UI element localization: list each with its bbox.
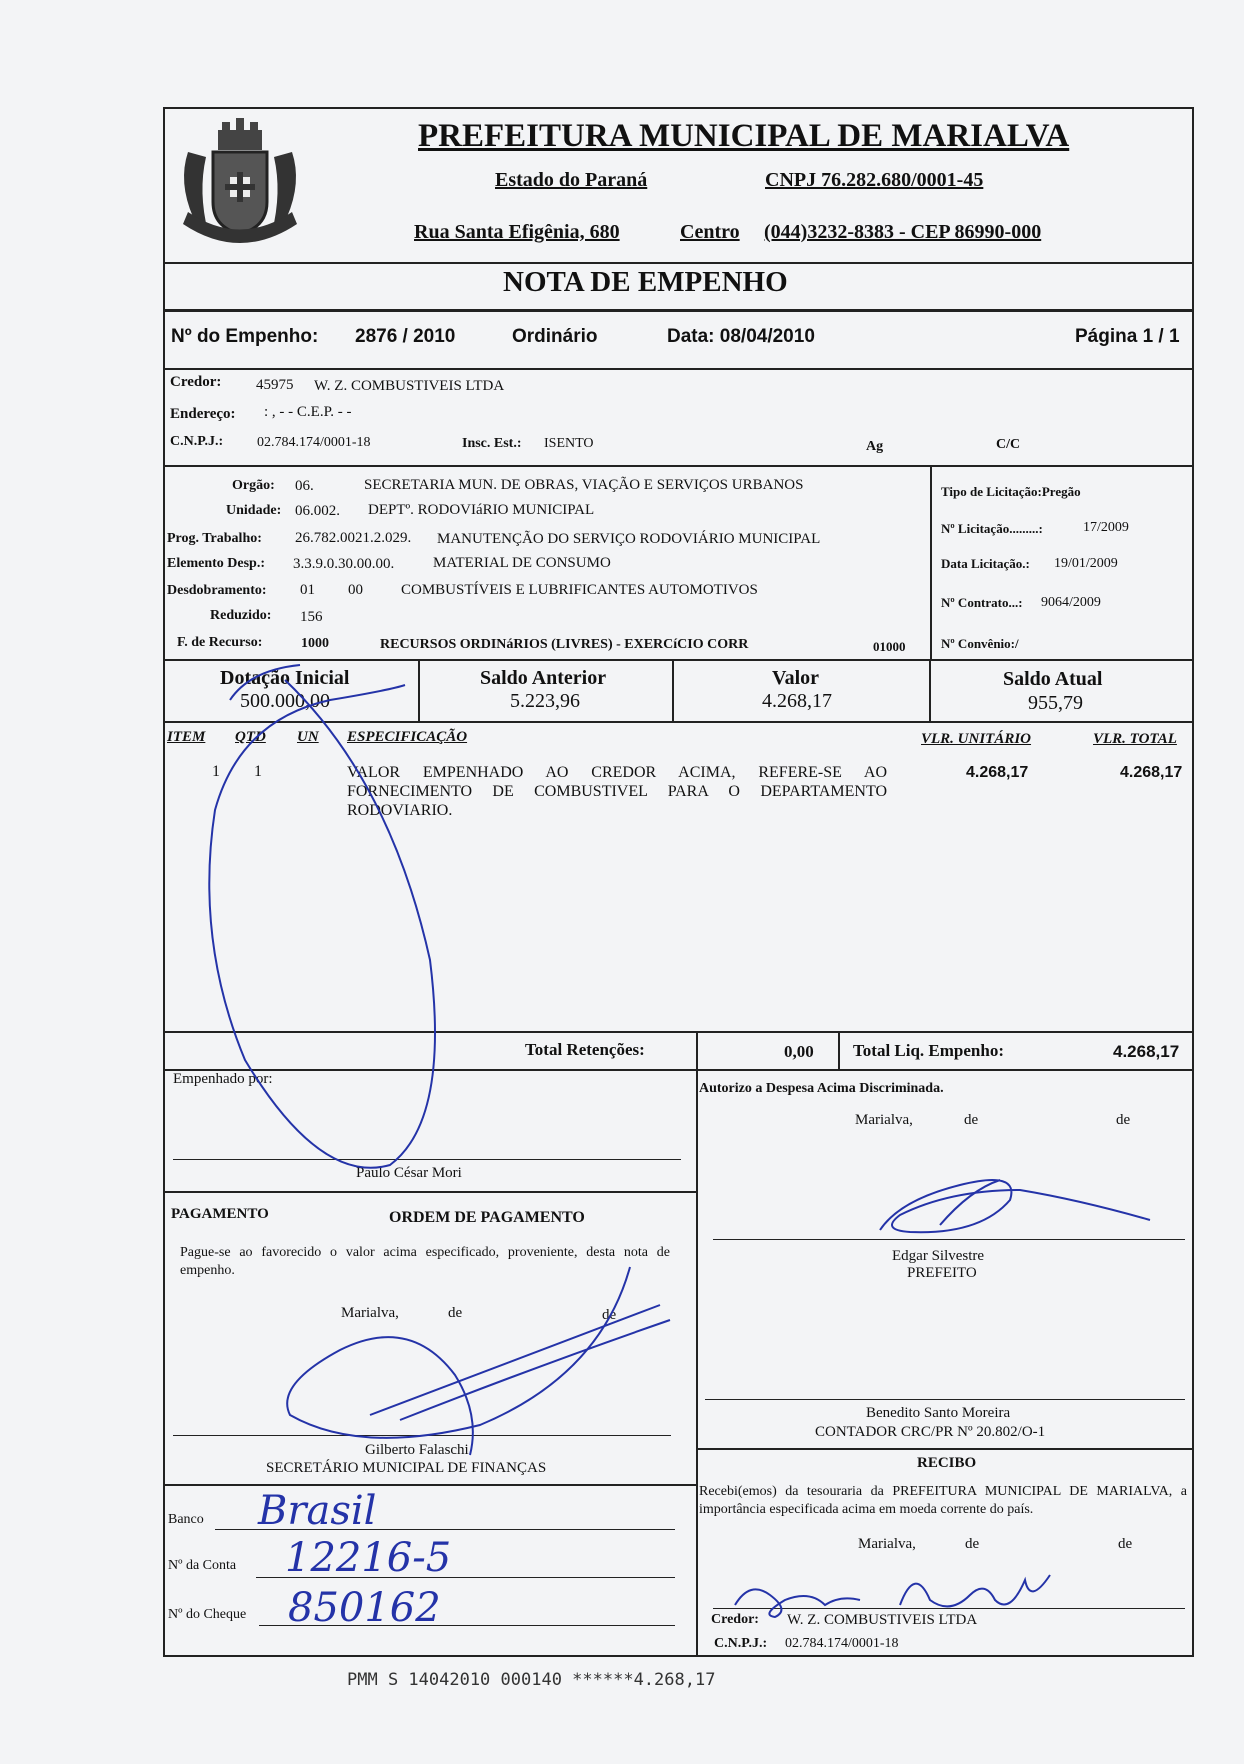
item-number: 1 [212,763,220,780]
unidade-code: 06.002. [295,503,340,519]
empenho-type: Ordinário [512,326,598,347]
contador-name: Benedito Santo Moreira [866,1405,1011,1421]
secretario-name: Gilberto Falaschi [365,1442,469,1458]
recibo-credor-value: W. Z. COMBUSTIVEIS LTDA [787,1612,978,1628]
licitacao-date-label: Data Licitação.: [941,556,1030,571]
licitacao-number-label: Nº Licitação.........: [941,521,1043,536]
orgao-code: 06. [295,478,314,494]
estado: Estado do Paraná [495,169,648,191]
prefeitura-title: PREFEITURA MUNICIPAL DE MARIALVA [418,118,1070,154]
credor-code: 45975 [256,377,294,393]
credor-name: W. Z. COMBUSTIVEIS LTDA [314,378,505,394]
conta-label: Nº da Conta [168,1558,237,1573]
total-retencoes-value: 0,00 [784,1042,814,1061]
prog-code: 26.782.0021.2.029. [295,530,412,546]
col-un: UN [297,729,319,745]
empenhado-name: Paulo César Mori [356,1165,462,1181]
desd-label: Desdobramento: [167,583,267,598]
elem-label: Elemento Desp.: [167,556,265,571]
saldo-anterior-label: Saldo Anterior [480,667,607,689]
credor-label: Credor: [170,374,222,390]
banco-label: Banco [168,1512,204,1527]
recibo-credor-label: Credor: [711,1612,759,1627]
recurso-code: 1000 [301,636,329,651]
orgao-desc: SECRETARIA MUN. DE OBRAS, VIAÇÃO E SERVIÇOS URBANOS [364,477,804,493]
empenhado-label: Empenhado por: [173,1071,273,1087]
endereco-value: : , - - C.E.P. - - [264,404,352,420]
empenho-number: 2876 / 2010 [355,326,456,347]
document-title: NOTA DE EMPENHO [503,266,788,298]
insc-value: ISENTO [544,436,594,451]
reduzido-value: 156 [300,609,323,625]
centro: Centro [680,221,740,243]
cheque-label: Nº do Cheque [168,1607,247,1622]
page-number: Página 1 / 1 [1075,326,1180,347]
secretario-role: SECRETÁRIO MUNICIPAL DE FINANÇAS [266,1460,547,1476]
desd-code1: 01 [300,582,315,598]
ordem-pagamento: ORDEM DE PAGAMENTO [389,1209,585,1226]
col-vlr-unitario: VLR. UNITÁRIO [921,731,1032,747]
ag-label: Ag [866,439,884,454]
elem-code: 3.3.9.0.30.00.00. [293,556,395,572]
desd-code2: 00 [348,582,363,598]
cnpj-value: 02.784.174/0001-18 [257,435,371,450]
recibo-cnpj-value: 02.784.174/0001-18 [785,1636,899,1651]
cc-label: C/C [996,437,1021,452]
recibo-title: RECIBO [917,1455,977,1471]
saldo-anterior-value: 5.223,96 [510,690,580,712]
licitacao-number: 17/2009 [1083,520,1129,535]
autorizo-text: Autorizo a Despesa Acima Discriminada. [699,1081,944,1096]
recibo-cnpj-label: C.N.P.J.: [714,1636,768,1651]
cnpj-label: C.N.P.J.: [170,434,224,449]
contador-role: CONTADOR CRC/PR Nº 20.802/O-1 [815,1424,1046,1440]
pagamento-de2: de [602,1307,617,1323]
total-liq-value: 4.268,17 [1113,1042,1180,1061]
banco-handwritten: Brasil [258,1488,377,1534]
recurso-label: F. de Recurso: [177,635,263,650]
recibo-de1: de [965,1536,980,1552]
tipo-licitacao: Tipo de Licitação:Pregão [941,484,1081,499]
total-retencoes-label: Total Retenções: [525,1040,645,1059]
col-especificacao: ESPECIFICAÇÃO [347,729,468,745]
recurso-desc: RECURSOS ORDINáRIOS (LIVRES) - EXERCíCIO CORR [380,637,749,652]
unidade-label: Unidade: [226,503,282,518]
prefeito-role: PREFEITO [907,1265,977,1281]
recurso-code2: 01000 [873,639,906,654]
insc-label: Insc. Est.: [462,436,522,451]
autorizo-de1: de [964,1112,979,1128]
licitacao-date: 19/01/2009 [1054,556,1118,571]
prog-desc: MANUTENÇÃO DO SERVIÇO RODOVIÁRIO MUNICIPAL [437,531,821,547]
pagamento-place: Marialva, [341,1305,399,1321]
pagamento-label: PAGAMENTO [171,1206,269,1222]
contrato-label: Nº Contrato...: [941,595,1023,610]
reduzido-label: Reduzido: [210,608,272,623]
dotacao-inicial-value: 500.000,00 [240,690,330,712]
saldo-atual-value: 955,79 [1028,692,1083,714]
coat-of-arms-logo [168,112,312,257]
stamp-line: PMM S 14042010 000140 ******4.268,17 [347,1670,716,1690]
endereco-label: Endereço: [170,406,236,422]
convenio: Nº Convênio:/ [941,636,1019,651]
col-vlr-total: VLR. TOTAL [1093,731,1177,747]
cnpj-prefeitura: CNPJ 76.282.680/0001-45 [765,169,984,191]
desd-desc: COMBUSTÍVEIS E LUBRIFICANTES AUTOMOTIVOS [401,582,758,598]
dotacao-inicial-label: Dotação Inicial [220,667,350,689]
contrato-value: 9064/2009 [1041,595,1101,610]
valor-value: 4.268,17 [762,690,832,712]
empenho-label: Nº do Empenho: [171,326,319,347]
autorizo-place: Marialva, [855,1112,913,1128]
pagamento-de1: de [448,1305,463,1321]
total-liq-label: Total Liq. Empenho: [853,1041,1004,1060]
prefeito-name: Edgar Silvestre [892,1248,985,1264]
unidade-desc: DEPTº. RODOVIáRIO MUNICIPAL [368,502,595,518]
item-especificacao: VALOR EMPENHADO AO CREDOR ACIMA, REFERE-SE AO FORNECIMENTO DE COMBUSTIVEL PARA O DEPARTAMENTO RODOVIARIO. [347,764,887,819]
conta-handwritten: 12216-5 [285,1535,452,1581]
autorizo-de2: de [1116,1112,1131,1128]
pagamento-text: Pague-se ao favorecido o valor acima especificado, proveniente, desta nota de empenho. [180,1245,670,1278]
valor-label: Valor [772,667,820,689]
orgao-label: Orgão: [232,478,275,493]
saldo-atual-label: Saldo Atual [1003,668,1103,690]
col-qtd: QTD [235,729,266,745]
recibo-de2: de [1118,1536,1133,1552]
phone-cep: (044)3232-8383 - CEP 86990-000 [764,221,1042,243]
recibo-text: Recebi(emos) da tesouraria da PREFEITURA MUNICIPAL DE MARIALVA, a importância especificada acima em moeda corrente do país. [699,1484,1187,1517]
elem-desc: MATERIAL DE CONSUMO [433,555,611,571]
item-qtd: 1 [254,763,262,780]
address: Rua Santa Efigênia, 680 [414,221,620,243]
recibo-place: Marialva, [858,1536,916,1552]
item-vlr-total: 4.268,17 [1120,764,1183,781]
empenho-date: Data: 08/04/2010 [667,326,815,347]
item-vlr-unitario: 4.268,17 [966,764,1029,781]
col-item: ITEM [167,729,206,745]
prog-label: Prog. Trabalho: [167,531,262,546]
cheque-handwritten: 850162 [288,1585,441,1631]
